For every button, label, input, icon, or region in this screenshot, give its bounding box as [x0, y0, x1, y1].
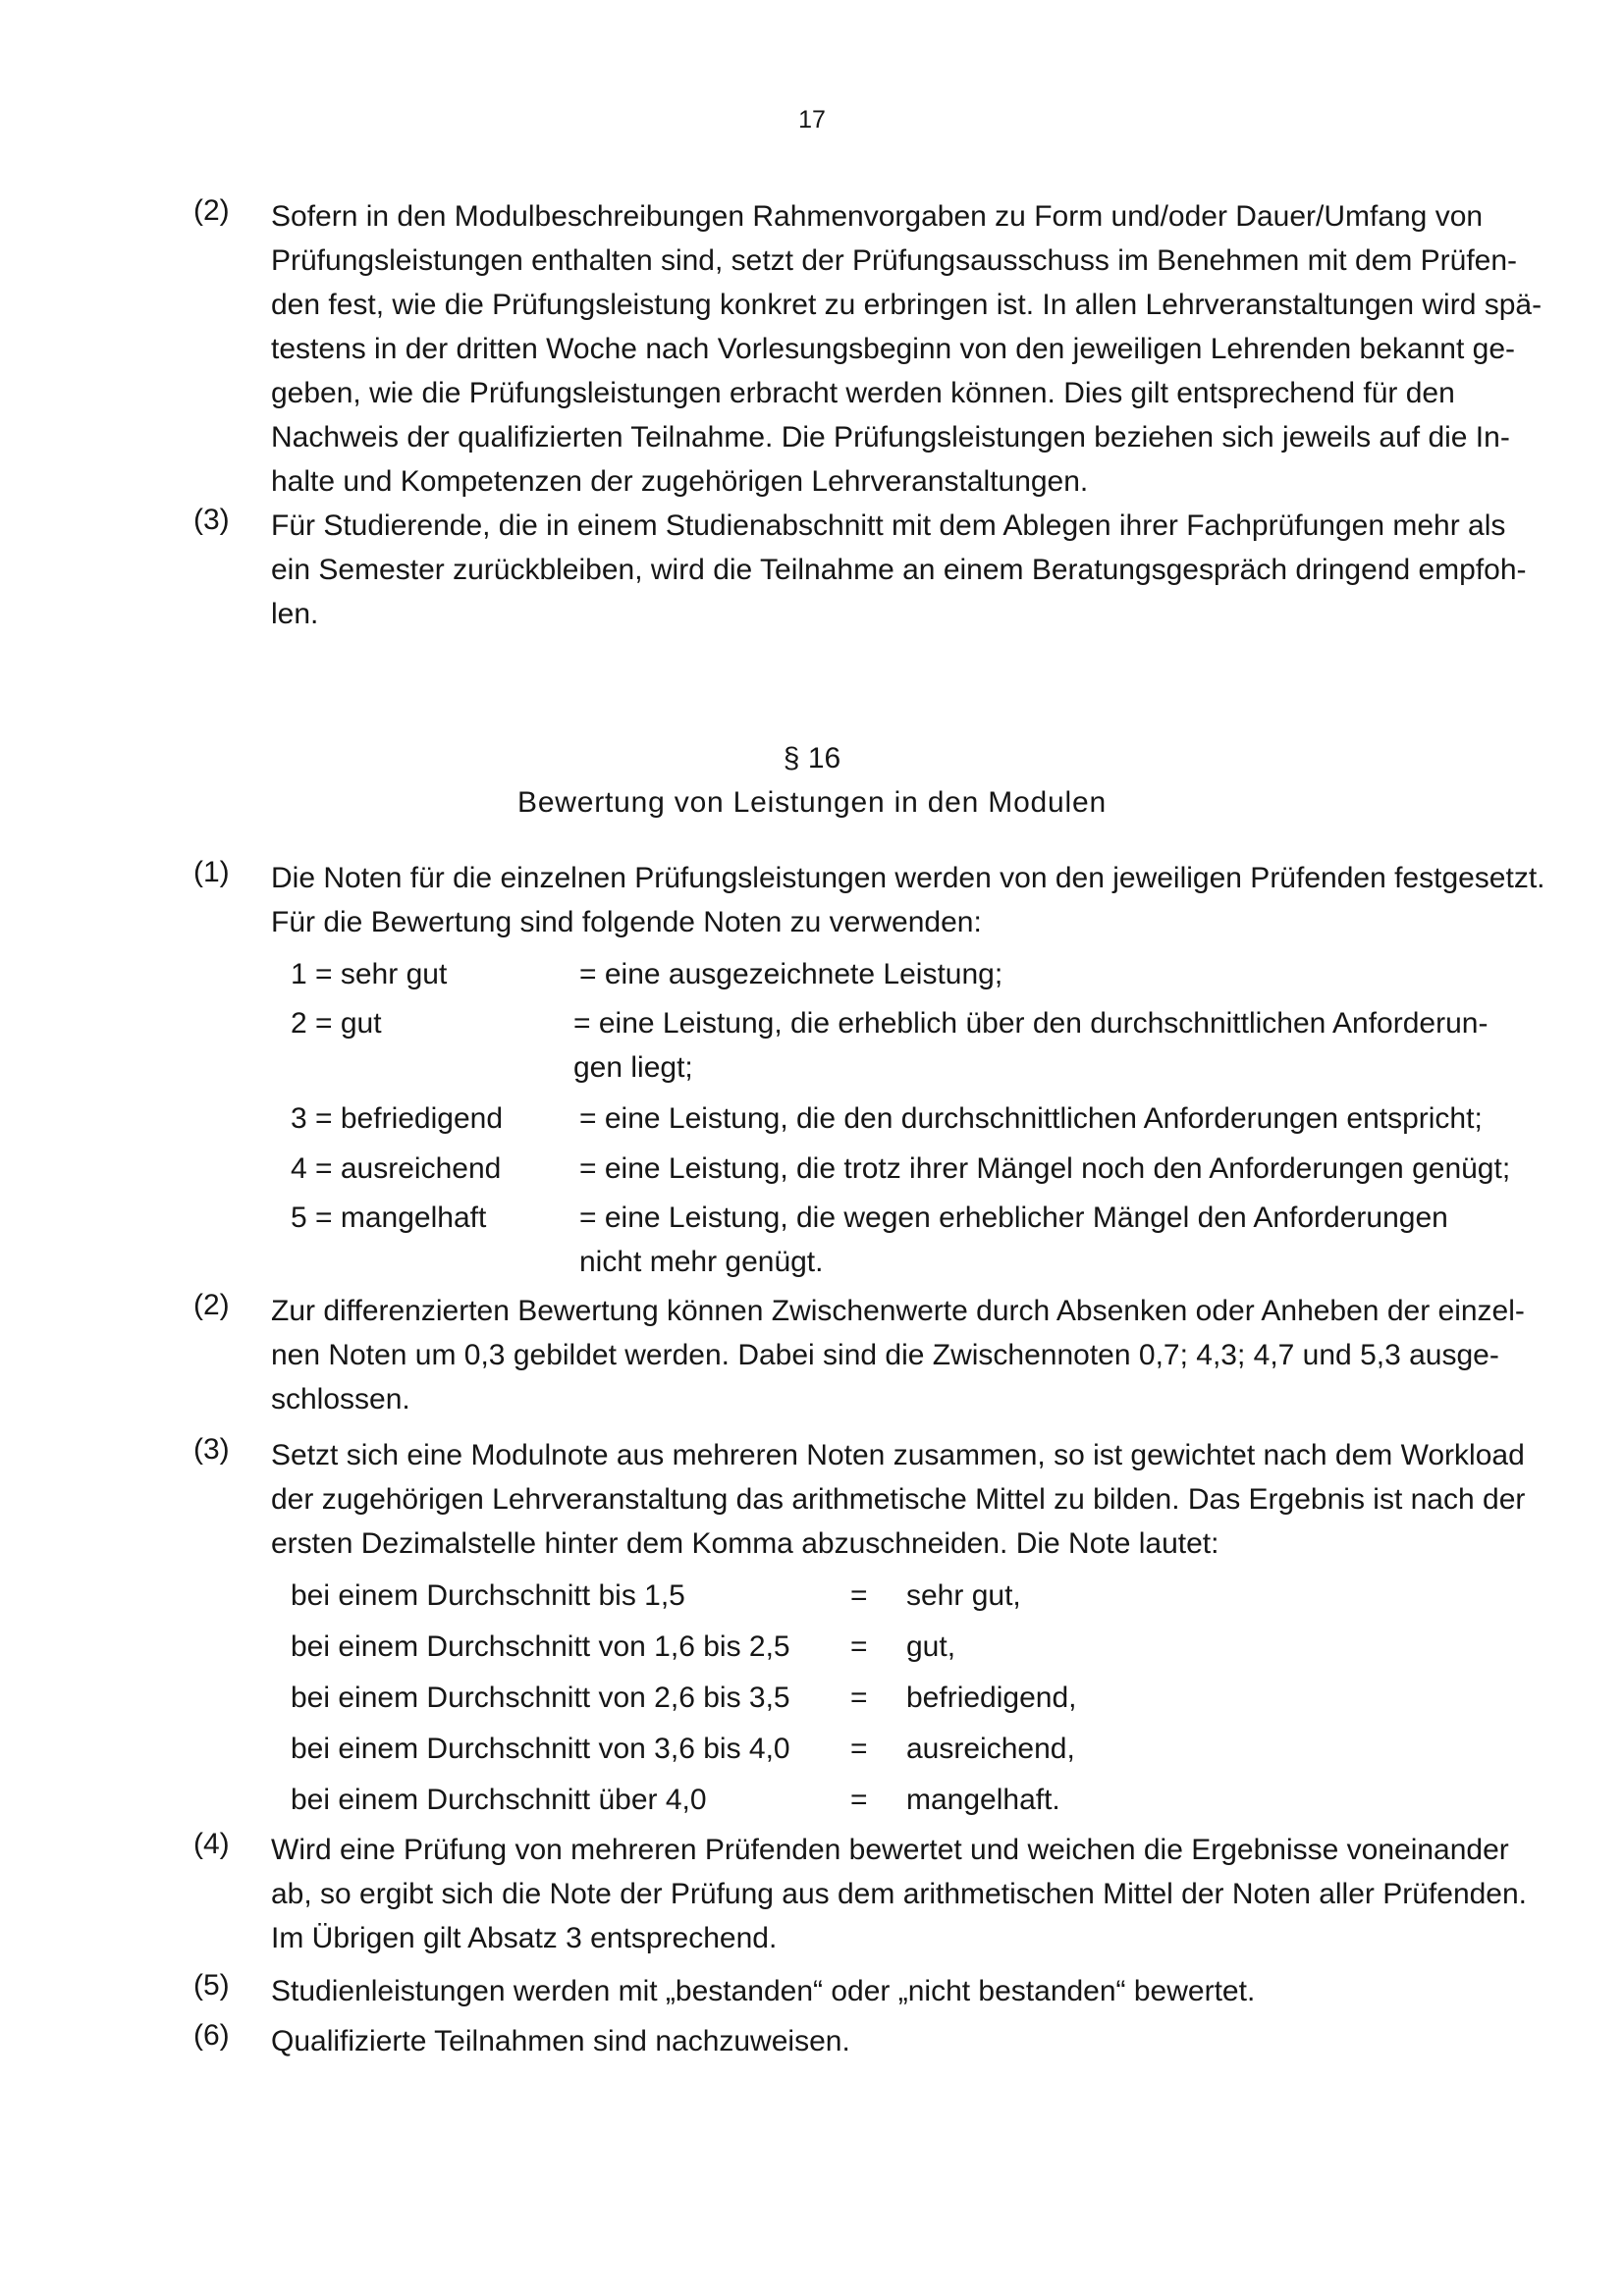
- paragraph-2-top: [193, 194, 1543, 504]
- text-line: Wird eine Prüfung von mehreren Prüfenden bewertet und weichen die Ergebnisse voneinander: [271, 1834, 1509, 1866]
- average-range: bei einem Durchschnitt von 1,6 bis 2,5: [291, 1630, 790, 1663]
- paragraph-number: (3): [193, 504, 230, 536]
- paragraph-2: [193, 1289, 1525, 1421]
- grade-label: 2 = gut: [291, 1007, 382, 1040]
- paragraph-text: [271, 1289, 1525, 1421]
- text-line: Zur differenzierten Bewertung können Zwischenwerte durch Absenken oder Anheben der einzel-: [271, 1295, 1525, 1327]
- section-title: Bewertung von Leistungen in den Modulen: [517, 786, 1107, 819]
- grade-description: [579, 1196, 1448, 1284]
- average-grade: mangelhaft.: [906, 1784, 1060, 1816]
- average-grade: befriedigend,: [906, 1682, 1077, 1714]
- paragraph-number: (2): [193, 1289, 230, 1321]
- text-line: Im Übrigen gilt Absatz 3 entsprechend.: [271, 1922, 778, 1954]
- text-line: den fest, wie die Prüfungsleistung konkret zu erbringen ist. In allen Lehrveranstaltungen wird spä-: [271, 289, 1543, 321]
- text-line: ab, so ergibt sich die Note der Prüfung aus dem arithmetischen Mittel der Noten aller Prüfenden.: [271, 1878, 1528, 1910]
- paragraph-text: [271, 1433, 1526, 1566]
- text-line: nen Noten um 0,3 gebildet werden. Dabei sind die Zwischennoten 0,7; 4,3; 4,7 und 5,3 ausge-: [271, 1339, 1499, 1371]
- grade-description: [573, 1001, 1488, 1090]
- average-range: bei einem Durchschnitt von 2,6 bis 3,5: [291, 1682, 790, 1714]
- text-line: nicht mehr genügt.: [579, 1246, 824, 1278]
- average-range: bei einem Durchschnitt bis 1,5: [291, 1579, 685, 1612]
- average-grade: gut,: [906, 1630, 956, 1663]
- grade-label: 1 = sehr gut: [291, 958, 448, 990]
- paragraph-text: [271, 2019, 1470, 2063]
- paragraph-number: (2): [193, 194, 230, 227]
- text-line: Für Studierende, die in einem Studienabschnitt mit dem Ablegen ihrer Fachprüfungen mehr als: [271, 509, 1506, 542]
- paragraph-number: (3): [193, 1433, 230, 1466]
- equals-sign: =: [850, 1733, 868, 1765]
- section-heading: [0, 736, 1624, 825]
- text-line: = eine ausgezeichnete Leistung;: [579, 958, 1003, 990]
- paragraph-number: (6): [193, 2019, 230, 2052]
- equals-sign: =: [850, 1579, 868, 1612]
- text-line: Sofern in den Modulbeschreibungen Rahmenvorgaben zu Form und/oder Dauer/Umfang von: [271, 200, 1484, 233]
- text-line: Nachweis der qualifizierten Teilnahme. Die Prüfungsleistungen beziehen sich jeweils auf die In-: [271, 421, 1510, 454]
- text-line: gen liegt;: [573, 1051, 693, 1084]
- average-range: bei einem Durchschnitt von 3,6 bis 4,0: [291, 1733, 790, 1765]
- text-line: der zugehörigen Lehrveranstaltung das arithmetische Mittel zu bilden. Das Ergebnis ist nach der: [271, 1483, 1526, 1516]
- paragraph-3-top: [193, 504, 1527, 636]
- paragraph-text: [271, 504, 1527, 636]
- section-symbol: § 16: [783, 742, 841, 774]
- text-line: Qualifizierte Teilnahmen sind nachzuweisen.: [271, 2025, 850, 2057]
- text-line: = eine Leistung, die erheblich über den durchschnittlichen Anforderun-: [573, 1007, 1489, 1040]
- grade-label: 3 = befriedigend: [291, 1102, 504, 1135]
- text-line: testens in der dritten Woche nach Vorlesungsbeginn von den jeweiligen Lehrenden bekannt ge-: [271, 333, 1515, 365]
- paragraph-number: (5): [193, 1969, 230, 2002]
- grade-label: 5 = mangelhaft: [291, 1201, 487, 1234]
- text-line: geben, wie die Prüfungsleistungen erbracht werden können. Dies gilt entsprechend für den: [271, 377, 1455, 409]
- text-line: Für die Bewertung sind folgende Noten zu verwenden:: [271, 906, 982, 938]
- paragraph-3: [193, 1433, 1526, 1566]
- paragraph-5: [193, 1969, 1470, 2013]
- text-line: ein Semester zurückbleiben, wird die Teilnahme an einem Beratungsgespräch dringend empfoh-: [271, 554, 1527, 586]
- paragraph-text: [271, 194, 1543, 504]
- text-line: = eine Leistung, die wegen erheblicher Mängel den Anforderungen: [579, 1201, 1448, 1234]
- equals-sign: =: [850, 1630, 868, 1663]
- text-line: ersten Dezimalstelle hinter dem Komma abzuschneiden. Die Note lautet:: [271, 1527, 1219, 1560]
- text-line: Prüfungsleistungen enthalten sind, setzt der Prüfungsausschuss im Benehmen mit dem Prüfen-: [271, 244, 1518, 277]
- average-grade: sehr gut,: [906, 1579, 1021, 1612]
- text-line: = eine Leistung, die trotz ihrer Mängel noch den Anforderungen genügt;: [579, 1152, 1511, 1185]
- equals-sign: =: [850, 1784, 868, 1816]
- text-line: Studienleistungen werden mit „bestanden“ oder „nicht bestanden“ bewertet.: [271, 1975, 1256, 2007]
- paragraph-4: [193, 1828, 1528, 1960]
- paragraph-text: [271, 1969, 1470, 2013]
- text-line: halte und Kompetenzen der zugehörigen Lehrveranstaltungen.: [271, 465, 1089, 498]
- text-line: Setzt sich eine Modulnote aus mehreren Noten zusammen, so ist gewichtet nach dem Workload: [271, 1439, 1525, 1471]
- paragraph-number: (4): [193, 1828, 230, 1860]
- paragraph-text: [271, 1828, 1528, 1960]
- average-range: bei einem Durchschnitt über 4,0: [291, 1784, 707, 1816]
- text-line: Die Noten für die einzelnen Prüfungsleistungen werden von den jeweiligen Prüfenden festgesetzt.: [271, 862, 1545, 894]
- grade-description: [579, 952, 1002, 996]
- page-number: 17: [798, 106, 826, 133]
- equals-sign: =: [850, 1682, 868, 1714]
- paragraph-1: [193, 856, 1545, 944]
- grade-description: [579, 1147, 1510, 1191]
- grade-label: 4 = ausreichend: [291, 1152, 502, 1185]
- text-line: schlossen.: [271, 1383, 410, 1415]
- paragraph-6: [193, 2019, 1470, 2063]
- average-grade: ausreichend,: [906, 1733, 1075, 1765]
- paragraph-text: [271, 856, 1545, 944]
- text-line: len.: [271, 598, 319, 630]
- text-line: = eine Leistung, die den durchschnittlichen Anforderungen entspricht;: [579, 1102, 1483, 1135]
- paragraph-number: (1): [193, 856, 230, 888]
- grade-description: [579, 1096, 1483, 1141]
